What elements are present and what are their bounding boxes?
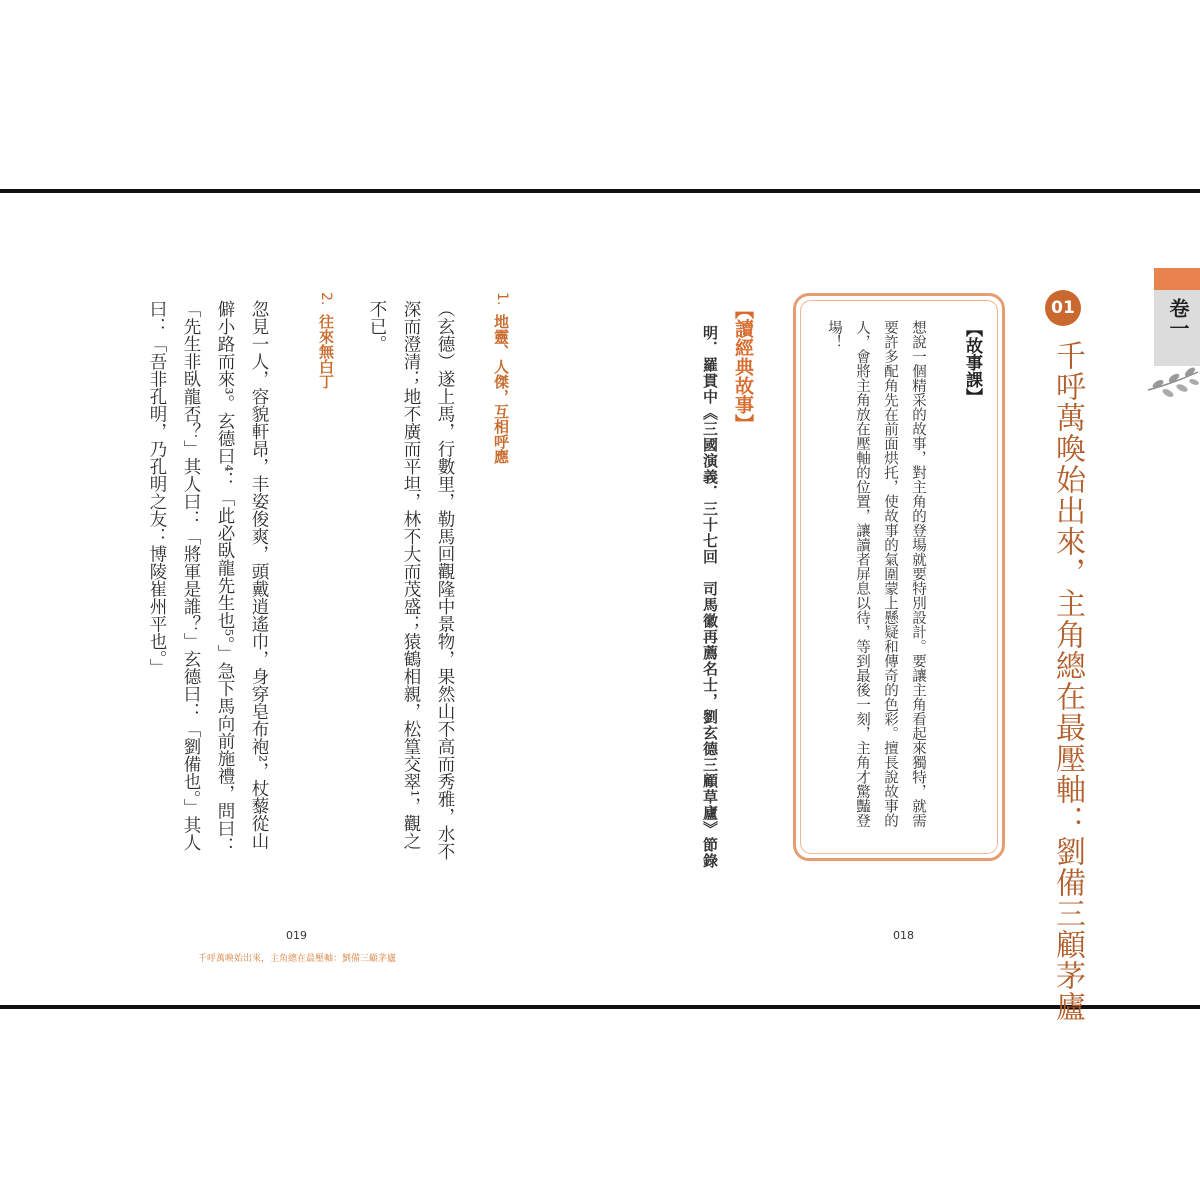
chapter-number-badge: 01 [1045, 290, 1081, 326]
leaf-sprig-icon [1146, 360, 1200, 402]
section-2-title: 往來無白丁 [317, 314, 335, 389]
page-number-right: 018 [893, 929, 914, 942]
section-1-number: 1. [494, 292, 510, 306]
page-number-left: 019 [286, 929, 307, 942]
bottom-rule [0, 1005, 1200, 1009]
story-box-text: 想說一個精采的故事，對主角的登場就要特別設計。要讓主角看起來獨特，就需要許多配角先在前面烘托，使故事的氣圍蒙上懸疑和傳奇的色彩。擅長說故事的人，會將主角放在壓軸的位置，讓讀者屏息以待，等到最後一刻，主角才驚豔登場！ [826, 320, 926, 828]
section-2-number: 2. [318, 292, 334, 306]
classic-story-heading: 【讀經典故事】 [732, 300, 754, 433]
section-1-title: 地靈、人傑，互相呼應 [492, 314, 510, 464]
story-box-heading: 【故事課】 [962, 320, 982, 405]
section-1-text: （玄德）遂上馬，行數里，勒馬回觀隆中景物，果然山不高而秀雅，水不深而澄清；地不廣而平坦，林不大而茂盛；猿鶴相親，松篁交翠¹，觀之不已。 [367, 300, 455, 860]
section-2-text: 忽見一人，容貌軒昂，丰姿俊爽，頭戴逍遙巾，身穿皂布袍²，杖藜從山僻小路而來³。玄德曰⁴：「此必臥龍先生也⁵。」急下馬向前施禮，問曰：「先生非臥龍否？」其人曰：「將軍是誰？」玄德曰：「劉備也。」其人曰：「吾非孔明，乃孔明之友：博陵崔州平也。」 [147, 300, 269, 855]
chapter-tab-label: 卷一 [1166, 298, 1190, 338]
chapter-title: 千呼萬喚始出來，主角總在最壓軸：劉備三顧茅廬 [1050, 340, 1085, 1022]
source-citation: 明．羅貫中《三國演義．三十七回 司馬徽再薦名士，劉玄德三顧草廬》節錄 [701, 325, 719, 869]
top-rule [0, 189, 1200, 193]
chapter-tab-accent [1154, 268, 1200, 290]
running-title: 千呼萬喚始出來，主角總在最壓軸：劉備三顧茅廬 [198, 954, 397, 964]
